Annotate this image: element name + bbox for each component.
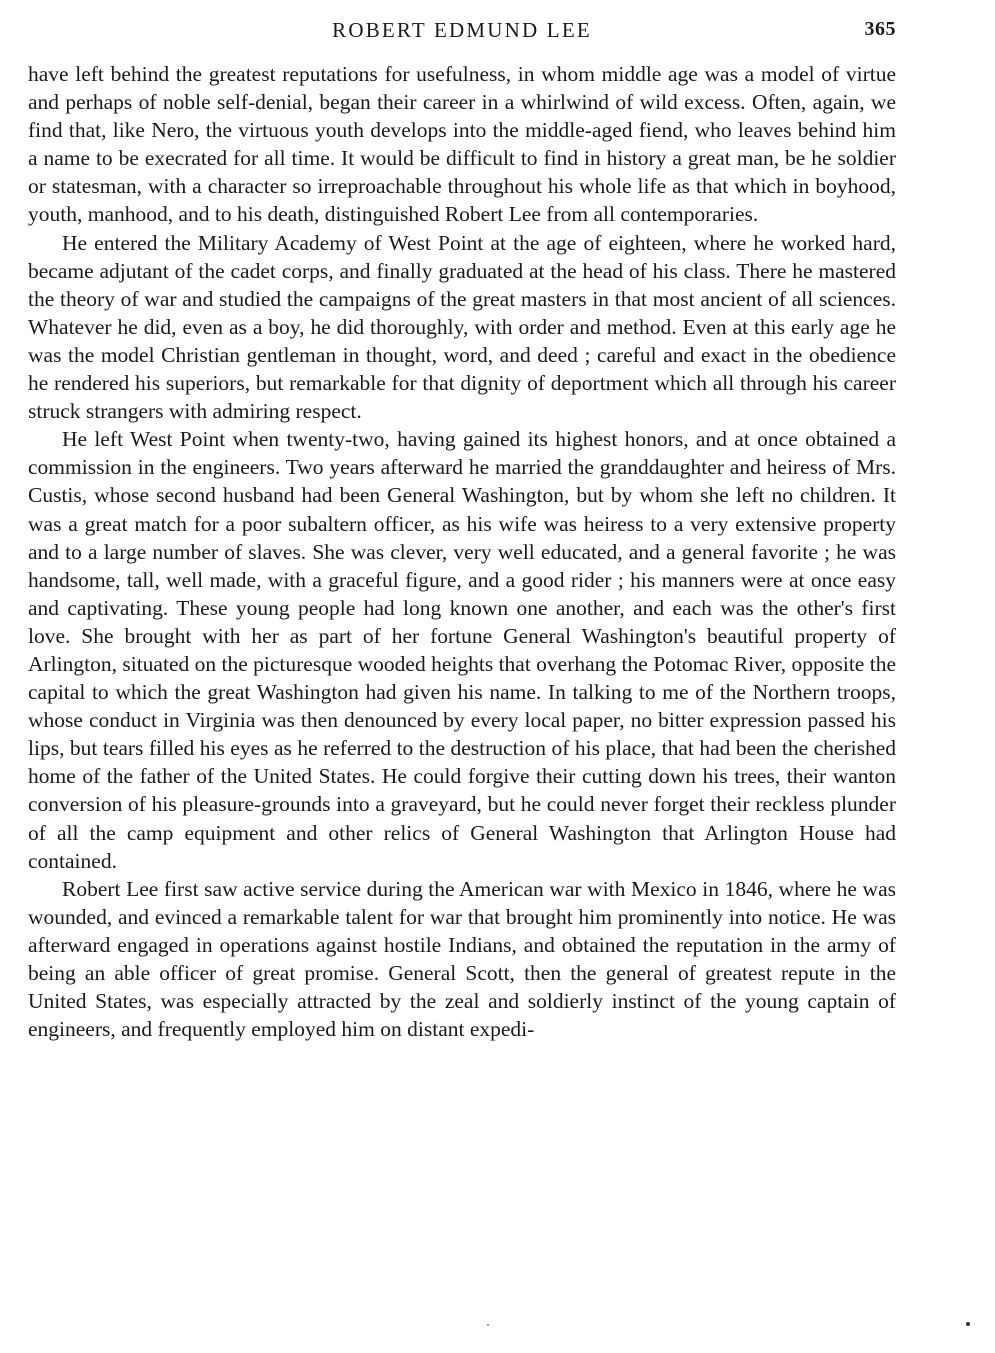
paragraph-continued: have left behind the greatest reputations for usefulness, in whom middle age was a model of virtue and perhaps of noble self-denial, began their career in a whirlwind of wild excess. Often, again, we find that, like Nero, the virtuous youth develops into the middle-aged fiend, who leaves behind him a name to be execrated for all time. It would be difficult to find in history a great man, be he soldier or statesman, with a character so irreproachable throughout his whole life as that which in boyhood, youth, manhood, and to his death, distinguished Robert Lee from all contemporaries. — [28, 62, 896, 227]
paragraph-west-point: He entered the Military Academy of West Point at the age of eighteen, where he worked hard, became adjutant of the cadet corps, and finally graduated at the head of his class. There he mastered the theory of war and studied the campaigns of the great masters in that most ancient of all sciences. Whatever he did, even as a boy, he did thoroughly, with order and method. Even at this early age he was the model Christian gentleman in thought, word, and deed ; careful and exact in the obedience he rendered his superiors, but remarkable for that dignity of deportment which all through his career struck strangers with admiring respect. — [28, 230, 896, 424]
page-number: 365 — [864, 18, 896, 40]
stray-ink-mark — [966, 1322, 970, 1326]
paragraph-marriage-arlington: He left West Point when twenty-two, having gained its highest honors, and at once obtained a commission in the engineers. Two years afterward he married the granddaughter and heiress of Mrs. Custis, whose second husband had been General Washington, but by whom she left no children. It was a great match for a poor subaltern officer, as his wife was heiress to a very extensive property and to a large number of slaves. She was clever, very well educated, and a general favorite ; he was handsome, tall, well made, with a graceful figure, and a good rider ; his manners were at once easy and captivating. These young people had long known one another, and each was the other's first love. She brought with her as part of her fortune General Washington's beautiful property of Arlington, situated on the picturesque wooded heights that overhang the Potomac River, opposite the capital to which the great Washington had given his name. In talking to me of the Northern troops, whose conduct in Virginia was then denounced by every local paper, no bitter expression passed his lips, but tears filled his eyes as he referred to the destruction of his place, that had been the cherished home of the father of the United States. He could forgive their cutting down his trees, their wanton conversion of his pleasure-grounds into a graveyard, but he could never forget their reckless plunder of all the camp equipment and other relics of General Washington that Arlington House had contained. — [28, 427, 896, 873]
running-title: ROBERT EDMUND LEE — [332, 18, 592, 42]
body-text — [28, 60, 896, 1043]
paragraph-mexico-service: Robert Lee first saw active service during the American war with Mexico in 1846, where he was wounded, and evinced a remarkable talent for war that brought him prominently into notice. He was afterward engaged in operations against hostile Indians, and obtained the reputation in the army of being an able officer of great promise. General Scott, then the general of greatest repute in the United States, was especially attracted by the zeal and soldierly instinct of the young captain of engineers, and frequently employed him on distant expedi- — [28, 876, 896, 1042]
running-head — [28, 16, 896, 46]
stray-ink-dot — [487, 1324, 489, 1326]
